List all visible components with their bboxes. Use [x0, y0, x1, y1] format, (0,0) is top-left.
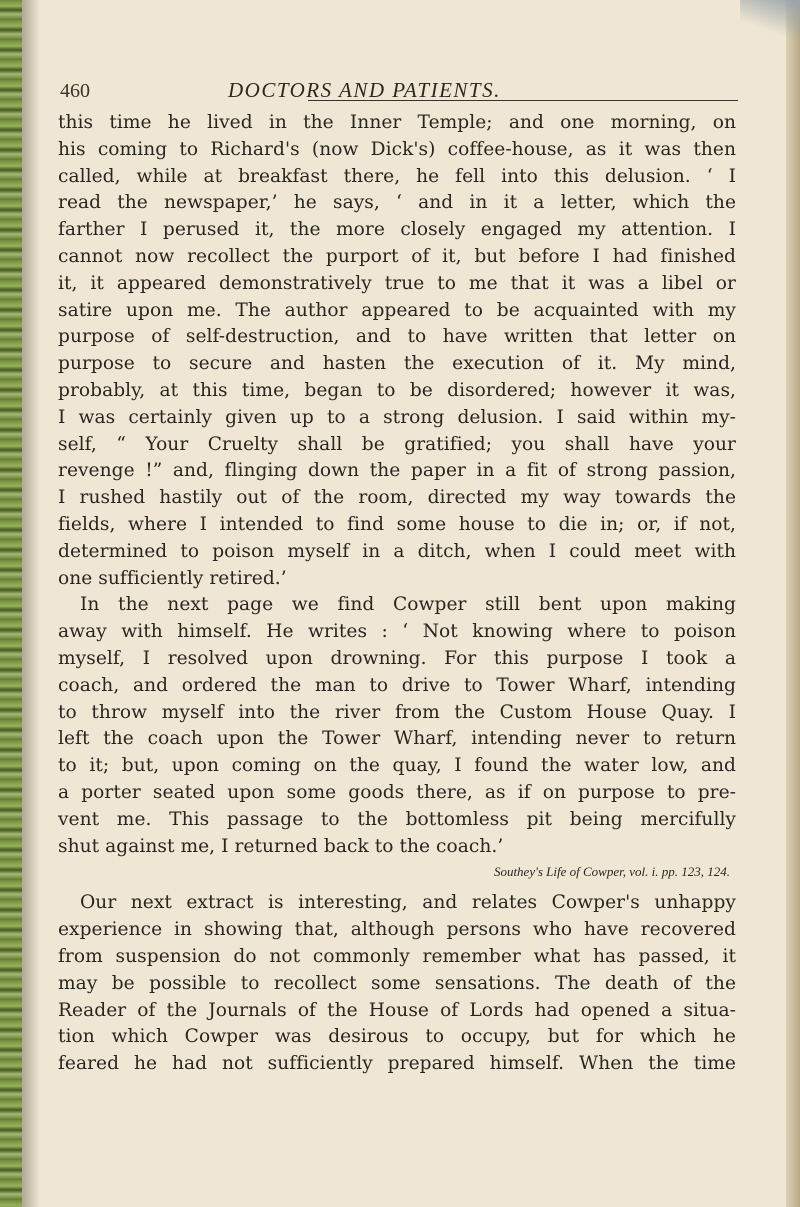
- body-text: [58, 110, 736, 1078]
- text-line: Our next extract is interesting, and relates Cowper's unhappy: [80, 892, 736, 914]
- text-line: myself, I resolved upon drowning. For this purpose I took a: [58, 647, 736, 669]
- text-line: to it; but, upon coming on the quay, I found the water low, and: [58, 755, 736, 777]
- text-line: Reader of the Journals of the House of Lords had opened a situa-: [58, 999, 736, 1021]
- running-title: DOCTORS AND PATIENTS.: [228, 78, 501, 102]
- paragraph-2: [58, 592, 736, 860]
- text-line: shut against me, I returned back to the coach.’: [58, 835, 504, 857]
- text-line: away with himself. He writes : ‘ Not knowing where to poison: [58, 621, 736, 643]
- page-header: [58, 72, 758, 112]
- text-line: cannot now recollect the purport of it, but before I had finished: [58, 245, 736, 267]
- text-line: a porter seated upon some goods there, as if on purpose to pre-: [58, 781, 736, 803]
- text-line: called, while at breakfast there, he fell into this delusion. ‘ I: [58, 165, 736, 187]
- paragraph-3: [58, 890, 736, 1078]
- text-line: coach, and ordered the man to drive to Tower Wharf, intending: [58, 674, 736, 696]
- text-line: this time he lived in the Inner Temple; and one morning, on: [58, 112, 736, 133]
- text-line: vent me. This passage to the bottomless pit being mercifully: [58, 808, 736, 830]
- text-line: self, “ Your Cruelty shall be gratified; you shall have your: [58, 433, 736, 455]
- gutter-shadow: [22, 0, 40, 1207]
- text-line: it, it appeared demonstratively true to me that it was a libel or: [58, 272, 736, 294]
- text-line: to throw myself into the river from the Custom House Quay. I: [58, 701, 736, 723]
- text-line: probably, at this time, began to be disordered; however it was,: [58, 379, 736, 401]
- text-line: from suspension do not commonly remember what has passed, it: [58, 945, 736, 967]
- text-line: determined to poison myself in a ditch, when I could meet with: [58, 540, 736, 562]
- text-line: one sufficiently retired.’: [58, 567, 287, 589]
- text-line: experience in showing that, although persons who have recovered: [58, 919, 736, 941]
- text-line: farther I perused it, the more closely engaged my attention. I: [58, 219, 736, 241]
- citation: Southey's Life of Cowper, vol. i. pp. 123, 124.: [493, 864, 730, 880]
- text-line: purpose of self-destruction, and to have written that letter on: [58, 326, 736, 348]
- text-line: purpose to secure and hasten the execution of it. My mind,: [58, 353, 736, 375]
- page-number: 460: [60, 80, 90, 102]
- text-line: his coming to Richard's (now Dick's) coffee-house, as it was then: [58, 138, 736, 160]
- page-edge: [786, 0, 800, 1207]
- text-line: satire upon me. The author appeared to be acquainted with my: [58, 299, 736, 321]
- text-line: In the next page we find Cowper still bent upon making: [80, 594, 736, 616]
- text-line: read the newspaper,’ he says, ‘ and in it a letter, which the: [58, 192, 736, 214]
- text-line: feared he had not sufficiently prepared himself. When the time: [58, 1053, 736, 1075]
- text-line: fields, where I intended to find some house to die in; or, if not,: [58, 513, 736, 535]
- text-line: tion which Cowper was desirous to occupy, but for which he: [58, 1026, 736, 1048]
- book-page: [58, 0, 758, 1207]
- text-line: I rushed hastily out of the room, directed my way towards the: [58, 487, 736, 509]
- text-line: revenge !” and, flinging down the paper in a fit of strong passion,: [58, 460, 736, 482]
- text-line: left the coach upon the Tower Wharf, intending never to return: [58, 728, 736, 750]
- book-binding: [0, 0, 22, 1207]
- header-rule: [308, 100, 738, 101]
- paragraph-1: [58, 110, 736, 592]
- text-line: may be possible to recollect some sensations. The death of the: [58, 972, 736, 994]
- text-line: I was certainly given up to a strong delusion. I said within my-: [58, 406, 736, 428]
